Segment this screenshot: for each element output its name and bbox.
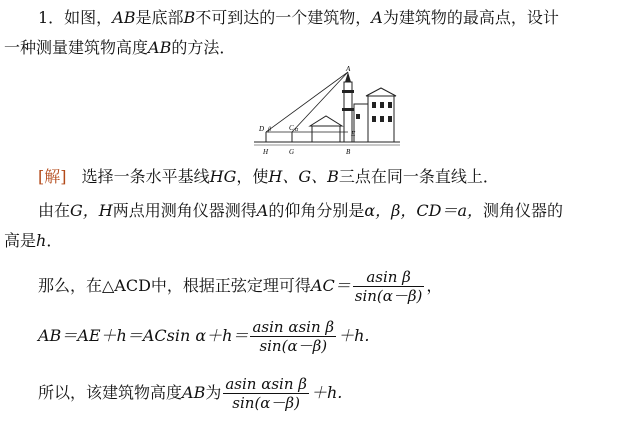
segment-ab: AB — [148, 38, 172, 57]
segment-ab: AB — [182, 383, 206, 402]
window — [380, 116, 384, 122]
problem-text: 是底部 — [135, 8, 184, 27]
solution-text: 为 — [205, 383, 222, 402]
window — [372, 116, 376, 122]
window — [380, 102, 384, 108]
tower-ring — [342, 108, 354, 111]
solution-line-2 — [38, 201, 563, 221]
solution-text: 所以，该建筑物高度 — [38, 383, 183, 402]
roof — [366, 88, 396, 96]
solution-text: 三点在同一条直线上． — [338, 167, 499, 186]
figure-svg — [252, 64, 402, 156]
problem-text: 为建筑物的最高点，设计 — [382, 8, 559, 27]
ac-expression: AC＝ — [310, 276, 351, 295]
fraction-result — [223, 375, 309, 412]
solution-line-1 — [38, 167, 499, 187]
fraction-ac — [353, 268, 425, 305]
solution-text: 的仰角分别是 — [268, 201, 365, 220]
problem-text: 一种测量建筑物高度 — [4, 38, 149, 57]
label-a: A — [346, 65, 351, 73]
problem-text: 的方法． — [171, 38, 236, 57]
ab-expression: AB＝AE＋h＝ACsin α＋h＝ — [38, 326, 249, 345]
solution-text: ， — [426, 276, 443, 295]
label-h: H — [263, 148, 269, 156]
angles: α，β， — [364, 201, 417, 220]
window — [388, 116, 392, 122]
window — [372, 102, 376, 108]
cd-length: CD＝a， — [416, 201, 484, 220]
problem-text: 1．如图， — [38, 8, 113, 27]
problem-line-2 — [4, 38, 235, 58]
point-b: B — [183, 8, 196, 27]
label-d: D — [259, 125, 265, 133]
point-a: A — [256, 201, 269, 220]
point-a: A — [371, 8, 383, 27]
problem-line-1 — [38, 8, 559, 28]
solution-text: ． — [46, 231, 63, 250]
segment-ab: AB — [112, 8, 136, 27]
fraction-numerator: asin αsin β — [252, 318, 335, 336]
label-g: G — [289, 148, 295, 156]
fraction-denominator: sin(α－β) — [354, 287, 423, 305]
label-alpha: α — [295, 127, 299, 133]
label-b: B — [346, 148, 351, 156]
building-measurement-figure — [252, 64, 402, 156]
points-hgb: H、G、B — [268, 167, 339, 186]
tower-ring — [342, 90, 354, 93]
window — [388, 102, 392, 108]
solution-line-6 — [38, 373, 342, 413]
fraction-denominator: sin(α－β) — [250, 336, 336, 355]
solution-text: 测角仪器的 — [483, 201, 564, 220]
label-c: C — [289, 124, 294, 132]
house-roof — [310, 116, 342, 126]
fraction-numerator: asin αsin β — [225, 375, 307, 393]
points-gh: G，H — [70, 201, 113, 220]
label-e: E — [351, 130, 356, 138]
problem-text: 不可到达的一个建筑物， — [195, 8, 372, 27]
building — [354, 104, 368, 142]
solution-text: 两点用测角仪器测得 — [112, 201, 257, 220]
solution-tag: [解] — [38, 167, 67, 186]
solution-text: 那么，在△ACD中，根据正弦定理可得 — [38, 276, 311, 295]
house — [312, 126, 340, 142]
solution-text: 高是 — [4, 231, 37, 250]
fraction-ab — [250, 318, 336, 355]
solution-line-3 — [4, 231, 62, 251]
instrument-height: h — [36, 231, 47, 250]
solution-text: ＋h. — [338, 326, 370, 345]
solution-line-5 — [38, 316, 369, 356]
solution-text: ＋h. — [310, 383, 343, 402]
solution-text: 由在 — [38, 201, 71, 220]
baseline-hg: HG — [209, 167, 237, 186]
label-beta: β — [268, 127, 271, 133]
solution-text: ，使 — [236, 167, 269, 186]
fraction-denominator: sin(α－β) — [223, 393, 309, 412]
window — [356, 114, 360, 119]
fraction-numerator: asin β — [366, 268, 411, 286]
solution-text: 选择一条水平基线 — [81, 167, 210, 186]
solution-line-4 — [38, 266, 442, 306]
